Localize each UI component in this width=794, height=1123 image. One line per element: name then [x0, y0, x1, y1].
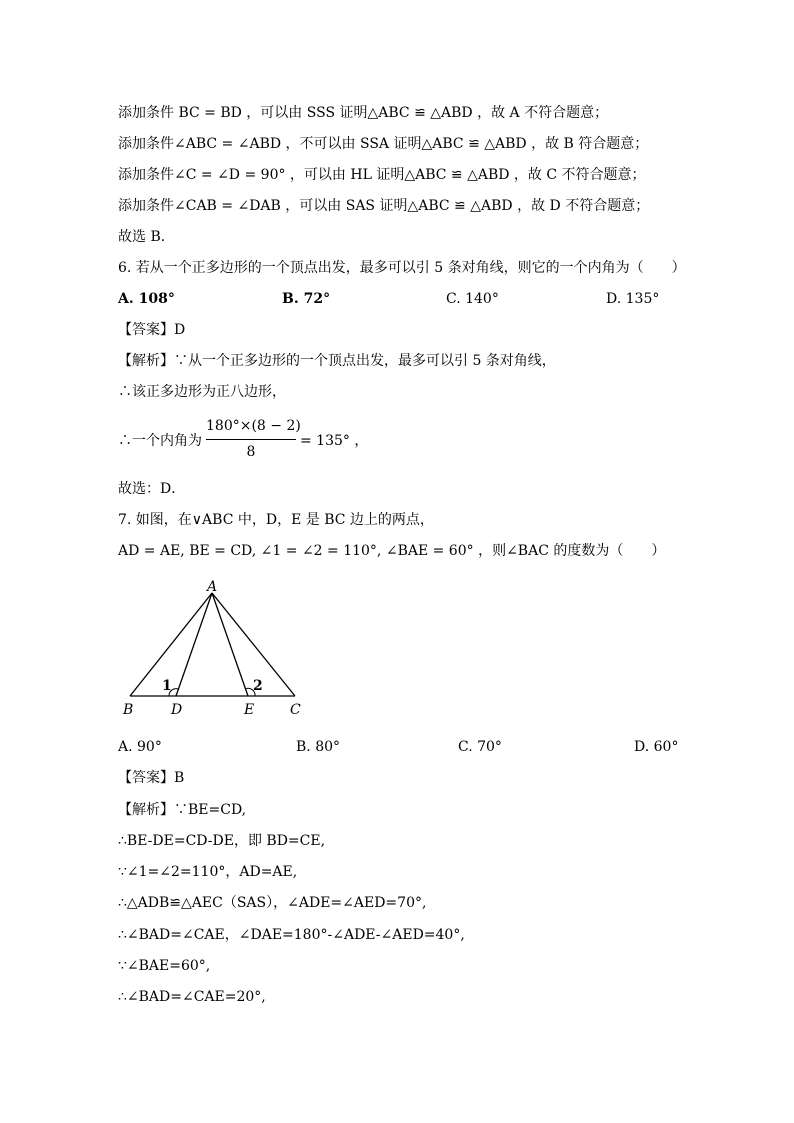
q6-option-a: A. 108° — [118, 291, 175, 307]
prev-solution-line-c: 添加条件∠C = ∠D = 90° ，可以由 HL 证明△ABC ≌ △ABD ，故 C 不符合题意； — [118, 167, 646, 183]
q7-stem-line-2: AD = AE, BE = CD, ∠1 = ∠2 = 110°, ∠BAE = 60° ，则∠BAC 的度数为（ ） — [118, 543, 666, 559]
q6-option-b: B. 72° — [282, 291, 331, 307]
q7-analysis-line-7: ∴∠BAD=∠CAE=20°, — [118, 989, 266, 1005]
point-label-d: D — [171, 702, 183, 718]
q7-answer: 【答案】B — [118, 770, 185, 786]
q7-option-b: B. 80° — [296, 739, 341, 755]
q7-analysis-line-1: 【解析】∵BE=CD, — [118, 802, 247, 818]
q6-option-d: D. 135° — [606, 291, 660, 307]
q6-analysis-line-1: 【解析】∵从一个正多边形的一个顶点出发，最多可以引 5 条对角线， — [118, 353, 556, 369]
q6-formula-lead: ∴一个内角为 — [118, 433, 202, 449]
q7-option-a: A. 90° — [118, 739, 162, 755]
q7-option-c: C. 70° — [458, 739, 502, 755]
fraction-bar — [206, 439, 296, 440]
q6-option-c: C. 140° — [446, 291, 499, 307]
q7-analysis-line-3: ∵∠1=∠2=110°，AD=AE, — [118, 864, 298, 880]
prev-solution-line-a: 添加条件 BC = BD ，可以由 SSS 证明△ABC ≌ △ABD ，故 A 不符合题意； — [118, 105, 609, 121]
q7-analysis-line-4: ∴△ADB≌△AEC（SAS），∠ADE=∠AED=70°, — [118, 895, 427, 911]
q6-analysis-line-2: ∴该正多边形为正八边形， — [118, 384, 286, 400]
q6-formula-result: = 135° ， — [300, 433, 369, 449]
vertex-label-c: C — [290, 702, 301, 718]
segment-ae — [212, 593, 248, 696]
q7-analysis-line-6: ∵∠BAE=60°, — [118, 958, 211, 974]
q7-stem-line-1: 7. 如图，在∨ABC 中，D，E 是 BC 边上的两点， — [118, 512, 434, 528]
angle-label-1: 1 — [162, 678, 172, 694]
segment-ad — [176, 593, 212, 696]
q6-answer: 【答案】D — [118, 322, 186, 338]
prev-solution-line-b: 添加条件∠ABC = ∠ABD ，不可以由 SSA 证明△ABC ≌ △ABD ，故 B 符合题意； — [118, 136, 649, 152]
q6-stem: 6. 若从一个正多边形的一个顶点出发，最多可以引 5 条对角线，则它的一个内角为（ ） — [118, 260, 686, 276]
q6-formula-denominator: 8 — [246, 444, 256, 460]
q7-analysis-line-5: ∴∠BAD=∠CAE，∠DAE=180°-∠ADE-∠AED=40°, — [118, 927, 465, 943]
triangle-figure — [118, 578, 318, 720]
point-label-e: E — [244, 702, 255, 718]
angle-label-2: 2 — [253, 678, 263, 694]
prev-solution-line-d: 添加条件∠CAB = ∠DAB ，可以由 SAS 证明△ABC ≌ △ABD ，故 D 不符合题意； — [118, 198, 650, 214]
q7-option-d: D. 60° — [634, 739, 679, 755]
prev-solution-conclusion: 故选 B． — [118, 229, 175, 245]
q6-conclusion: 故选：D． — [118, 481, 186, 497]
q6-formula-numerator: 180°×(8 − 2) — [206, 418, 301, 434]
q6-formula — [118, 418, 518, 462]
q7-analysis-line-2: ∴BE-DE=CD-DE，即 BD=CE, — [118, 833, 326, 849]
vertex-label-a: A — [207, 579, 218, 595]
vertex-label-b: B — [123, 702, 134, 718]
